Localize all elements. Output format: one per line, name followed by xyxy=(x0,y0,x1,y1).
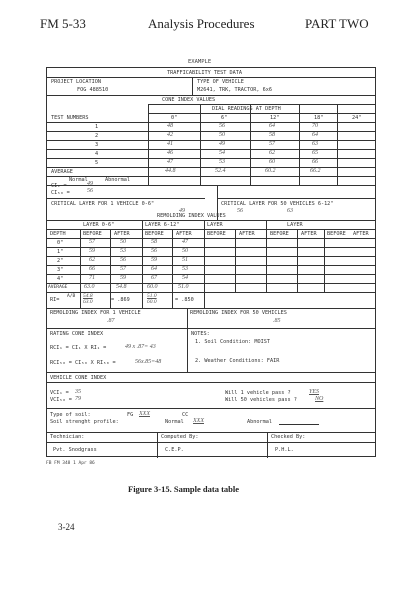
remolding-index-values-label: REMOLDING INDEX VALUES xyxy=(157,213,226,219)
figure-caption: Figure 3-15. Sample data table xyxy=(128,484,240,494)
critical-layer-50-label: CRITICAL LAYER FOR 50 VEHICLES 6-12" xyxy=(221,201,334,207)
test-value: 60 xyxy=(269,159,275,165)
test-value: 48 xyxy=(167,123,173,129)
ri-fraction-2: 51.0 60.0 xyxy=(147,293,157,305)
checked-by-value: P.H.L. xyxy=(275,447,294,453)
soil-profile-label: Soil strenght profile: xyxy=(50,419,119,425)
ri-result-2: = .850 xyxy=(175,297,194,303)
rci1-value: 49 x .87= 43 xyxy=(125,344,156,350)
ri-average-label: AVERAGE xyxy=(48,285,68,290)
depth-header-24: 24" xyxy=(352,115,362,121)
critical-value: 56 xyxy=(237,208,243,214)
note-soil-condition: 1. Soil Condition: MOIST xyxy=(195,339,270,345)
vci50-value: 79 xyxy=(75,396,81,402)
technician-label: Technician: xyxy=(50,434,85,440)
dial-readings-label: DIAL READINGS AT DEPTH xyxy=(212,106,281,112)
pass-50-label: Will 50 vehicles pass ? xyxy=(225,397,297,403)
vci50-label: VCI₅₀ = xyxy=(50,397,72,403)
after-label: AFTER xyxy=(239,231,255,237)
form-number: FB FM 348 1 Apr 86 xyxy=(46,461,95,466)
ri-depth: 3" xyxy=(57,267,64,273)
checked-by-label: Checked By: xyxy=(271,434,306,440)
cone-index-values-label: CONE INDEX VALUES xyxy=(162,97,216,103)
soil-fg-label: FG xyxy=(127,412,134,418)
soil-fg-value: XXX xyxy=(139,411,150,417)
after-label: AFTER xyxy=(353,231,369,237)
test-value: 50 xyxy=(219,132,225,138)
layer-label: LAYER 6-12" xyxy=(145,222,180,228)
vci1-label: VCI₁ = xyxy=(50,390,69,396)
test-value: 57 xyxy=(269,141,275,147)
layer-label: LAYER xyxy=(287,222,303,228)
ri-value: 50 xyxy=(182,248,188,254)
note-weather-conditions: 2. Weather Conditions: FAIR xyxy=(195,358,280,364)
ri-value: 59 xyxy=(120,275,126,281)
header-manual-id: FM 5-33 xyxy=(40,16,86,31)
ri-value: 47 xyxy=(182,239,188,245)
ri-depth: 2" xyxy=(57,258,64,264)
ci50-label: CI₅₀ = xyxy=(51,190,70,196)
rci50-formula: RCI₅₀ = CI₅₀ X RI₅₀ = xyxy=(50,360,116,366)
project-location-value: FOG 488510 xyxy=(77,87,109,93)
ri-value: 58 xyxy=(151,239,157,245)
ri-depth: 1" xyxy=(57,249,64,255)
test-value: 62 xyxy=(269,150,275,156)
test-value: 46 xyxy=(167,150,173,156)
test-value: 56 xyxy=(219,123,225,129)
after-label: AFTER xyxy=(301,231,317,237)
average-value: 60.2 xyxy=(265,168,276,174)
ci-normal-label: Normal xyxy=(69,177,88,183)
ci1-label: CI₁ = xyxy=(51,183,67,189)
test-number: 1 xyxy=(95,124,99,130)
ci1-value: 49 xyxy=(87,181,93,187)
before-label: BEFORE xyxy=(207,231,226,237)
ri-value: 57 xyxy=(89,239,95,245)
rci1-formula: RCI₁ = CI₁ X RI₁ = xyxy=(50,345,107,351)
test-value: 47 xyxy=(167,159,173,165)
depth-header-0: 0" xyxy=(171,115,178,121)
pass-1-label: Will 1 vehicle pass ? xyxy=(225,390,291,396)
test-value: 49 xyxy=(219,141,225,147)
soil-cc-label: CC xyxy=(182,412,189,418)
ri-value: 56 xyxy=(120,257,126,263)
project-location-label: PROJECT LOCATION xyxy=(51,79,101,85)
vehicle-type-label: TYPE OF VEHICLE xyxy=(197,79,244,85)
vci1-value: 35 xyxy=(75,389,81,395)
test-number: 5 xyxy=(95,160,99,166)
technician-value: Pvt. Snodgrass xyxy=(53,447,97,453)
after-label: AFTER xyxy=(114,231,130,237)
critical-value: 49 xyxy=(179,208,185,214)
ri-value: 66 xyxy=(89,266,95,272)
ri-value: 53 xyxy=(182,266,188,272)
before-label: BEFORE xyxy=(83,231,102,237)
ri-after-over-before: A/B xyxy=(67,294,76,299)
form-title: TRAFFICABILITY TEST DATA xyxy=(167,70,242,76)
page-number: 3-24 xyxy=(58,522,75,532)
test-value: 70 xyxy=(312,123,318,129)
remolding-50-value: .85 xyxy=(273,318,281,324)
critical-value: 63 xyxy=(287,208,293,214)
pass-50-value: NO xyxy=(315,396,324,402)
remolding-50-label: REMOLDING INDEX FOR 50 VEHICLES xyxy=(190,310,287,316)
depth-header-18: 18" xyxy=(314,115,324,121)
ri-value: 64 xyxy=(151,266,157,272)
ri-value: 59 xyxy=(89,248,95,254)
test-numbers-label: TEST NUMBERS xyxy=(51,115,89,121)
ri-value: 51 xyxy=(182,257,188,263)
ri-result-1: = .869 xyxy=(111,297,130,303)
test-value: 66 xyxy=(312,159,318,165)
ri-value: 57 xyxy=(120,266,126,272)
ri-value: 59 xyxy=(151,257,157,263)
test-number: 2 xyxy=(95,133,99,139)
test-value: 42 xyxy=(167,132,173,138)
average-value: 52.4 xyxy=(215,168,226,174)
ri-value: 54 xyxy=(182,275,188,281)
ri-label: RI= xyxy=(50,297,60,303)
after-label: AFTER xyxy=(176,231,192,237)
ci-abnormal-label: Abnormal xyxy=(105,177,130,183)
test-number: 3 xyxy=(95,142,99,148)
test-value: 63 xyxy=(312,141,318,147)
ri-value: 56 xyxy=(151,248,157,254)
test-value: 64 xyxy=(269,123,275,129)
soil-normal-value: XXX xyxy=(193,418,204,424)
test-number: 4 xyxy=(95,151,99,157)
ri-value: 67 xyxy=(151,275,157,281)
notes-label: NOTES: xyxy=(191,331,210,337)
rci50-value: 56x.85=48 xyxy=(135,359,162,365)
ri-depth: 0" xyxy=(57,240,64,246)
ri-depth: 4" xyxy=(57,276,64,282)
rci-label: RATING CONE INDEX xyxy=(50,331,104,337)
average-value: 44.8 xyxy=(165,168,176,174)
soil-abnormal-label: Abnormal xyxy=(247,419,272,425)
computed-by-label: Computed By: xyxy=(161,434,199,440)
header-section-title: Analysis Procedures xyxy=(148,16,255,31)
vehicle-type-value: M2641, TRK, TRACTOR, 6x6 xyxy=(197,87,272,93)
ri-value: 50 xyxy=(120,239,126,245)
remolding-1-label: REMOLDING INDEX FOR 1 VEHICLE xyxy=(50,310,141,316)
test-value: 54 xyxy=(219,150,225,156)
soil-normal-label: Normal xyxy=(165,419,184,425)
test-value: 41 xyxy=(167,141,173,147)
layer-label: LAYER 0-6" xyxy=(83,222,115,228)
ri-value: 62 xyxy=(89,257,95,263)
depth-label: DEPTH xyxy=(50,231,66,237)
average-value: 66.2 xyxy=(310,168,321,174)
ri-average-value: 63.0 xyxy=(84,284,95,290)
critical-layer-1-label: CRITICAL LAYER FOR 1 VEHICLE 0-6" xyxy=(51,201,155,207)
ri-fraction-1: 54.8 63.0 xyxy=(83,293,93,305)
remolding-1-value: .87 xyxy=(107,318,115,324)
header-part: PART TWO xyxy=(305,16,369,31)
ri-average-value: 51.0 xyxy=(178,284,189,290)
ri-average-value: 54.8 xyxy=(116,284,127,290)
before-label: BEFORE xyxy=(270,231,289,237)
layer-label: LAYER xyxy=(207,222,223,228)
trafficability-form xyxy=(46,67,376,457)
computed-by-value: C.E.P. xyxy=(165,447,184,453)
test-value: 53 xyxy=(219,159,225,165)
ri-average-value: 60.0 xyxy=(147,284,158,290)
soil-type-label: Type of soil: xyxy=(50,412,91,418)
depth-header-12: 12" xyxy=(270,115,280,121)
pass-1-value: YES xyxy=(309,389,320,395)
before-label: BEFORE xyxy=(327,231,346,237)
average-label: AVERAGE xyxy=(51,169,73,175)
test-value: 58 xyxy=(269,132,275,138)
ri-value: 53 xyxy=(120,248,126,254)
ci50-value: 56 xyxy=(87,188,93,194)
vci-label: VEHICLE CONE INDEX xyxy=(50,375,107,381)
ri-value: 71 xyxy=(89,275,95,281)
test-value: 64 xyxy=(312,132,318,138)
test-value: 65 xyxy=(312,150,318,156)
before-label: BEFORE xyxy=(145,231,164,237)
example-label: EXAMPLE xyxy=(188,59,212,65)
depth-header-6: 6" xyxy=(221,115,228,121)
